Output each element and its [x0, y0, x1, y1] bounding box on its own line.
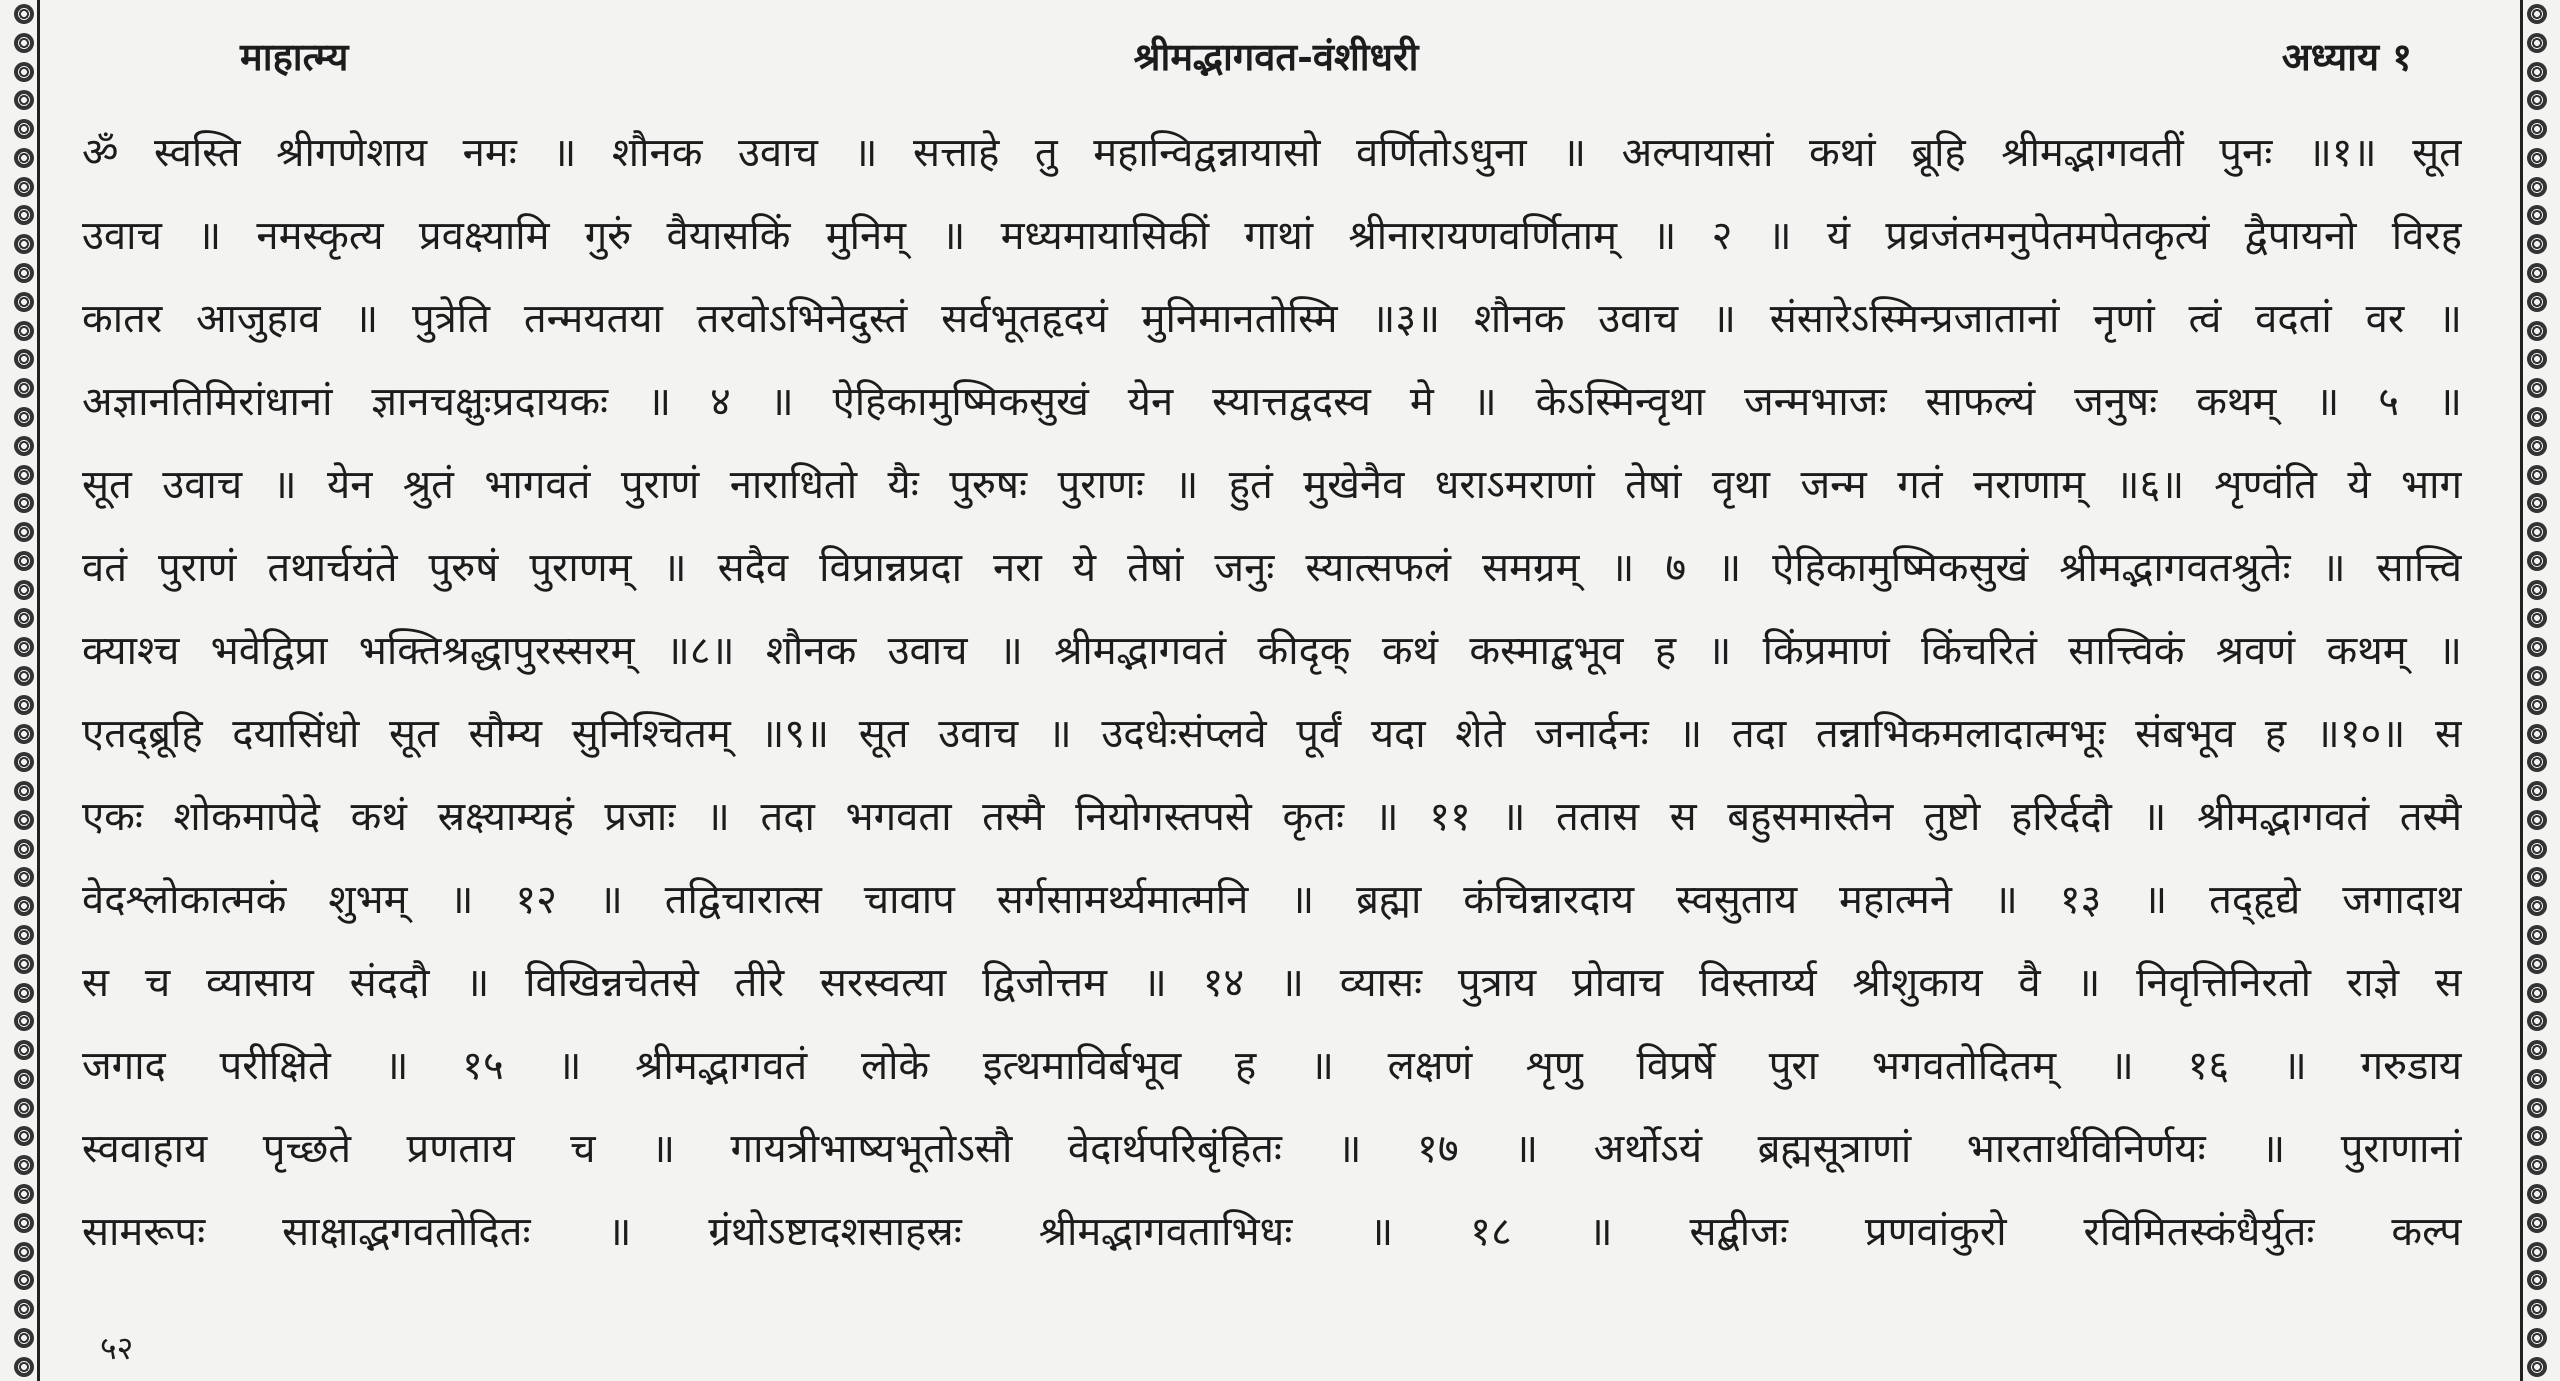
border-ornament [14, 810, 34, 830]
border-ornament [2527, 1184, 2547, 1204]
border-ornament [14, 1299, 34, 1319]
border-ornament [14, 1213, 34, 1233]
border-ornament [14, 205, 34, 225]
border-ornament [14, 1242, 34, 1262]
page-number: ५२ [100, 1329, 134, 1367]
border-ornament [2527, 321, 2547, 341]
border-ornament [14, 724, 34, 744]
border-ornament [2527, 954, 2547, 974]
border-ornament [14, 1270, 34, 1290]
border-ornament [2527, 551, 2547, 571]
border-ornament [2527, 119, 2547, 139]
text-line: वेदश्लोकात्मकं शुभम् ॥ १२ ॥ तद्विचारात्स चावाप सर्गसामर्थ्यमात्मनि ॥ ब्रह्मा कंचिन्नारदाय स्वसुताय महात्मने ॥ १३ ॥ तद्हृद्ये जगादाथ [82, 877, 2462, 923]
border-ornament [14, 1011, 34, 1031]
border-ornament [2527, 724, 2547, 744]
border-ornament [14, 148, 34, 168]
border-ornament [14, 580, 34, 600]
border-ornament [2527, 637, 2547, 657]
border-ornament [14, 119, 34, 139]
text-line: वतं पुराणं तथार्चयंते पुरुषं पुराणम् ॥ सदैव विप्रान्नप्रदा नरा ये तेषां जनुः स्यात्सफलं समग्रम् ॥ ७ ॥ ऐहिकामुष्मिकसुखं श्रीमद्भागवतश्रुतेः ॥ सात्त्वि [82, 545, 2462, 591]
border-ornament [14, 1184, 34, 1204]
border-ornament [2527, 752, 2547, 772]
border-ornament [2527, 925, 2547, 945]
border-ornament [14, 896, 34, 916]
text-line: ॐ स्वस्ति श्रीगणेशाय नमः ॥ शौनक उवाच ॥ सत्ताहे तु महान्विद्वन्नायासो वर्णितोऽधुना ॥ अल्पायासां कथां ब्रूहि श्रीमद्भागवतीं पुनः ॥१॥ सूत [82, 130, 2462, 176]
border-ornament [14, 436, 34, 456]
border-ornament [2527, 1270, 2547, 1290]
border-ornament [14, 551, 34, 571]
border-ornament [14, 781, 34, 801]
verse-text-block [82, 112, 2462, 1274]
text-line: जगाद परीक्षिते ॥ १५ ॥ श्रीमद्भागवतं लोके इत्थमाविर्बभूव ह ॥ लक्षणं शृणु विप्रर्षे पुरा भगवतोदितम् ॥ १६ ॥ गरुडाय [82, 1043, 2462, 1089]
border-ornament [14, 867, 34, 887]
border-ornament [14, 33, 34, 53]
border-ornament [14, 954, 34, 974]
border-ornament [14, 983, 34, 1003]
border-ornament [2527, 839, 2547, 859]
border-ornament [14, 378, 34, 398]
border-ornament [2527, 1069, 2547, 1089]
border-ornament [2527, 1328, 2547, 1348]
text-line: स च व्यासाय संददौ ॥ विखिन्नचेतसे तीरे सरस्वत्या द्विजोत्तम ॥ १४ ॥ व्यासः पुत्राय प्रोवाच विस्तार्य्य श्रीशुकाय वै ॥ निवृत्तिनिरतो राज्ञे स [82, 960, 2462, 1006]
border-ornament [14, 752, 34, 772]
border-ornament [2527, 1098, 2547, 1118]
border-ornament [2527, 148, 2547, 168]
border-ornament [14, 1040, 34, 1060]
text-line: सूत उवाच ॥ येन श्रुतं भागवतं पुराणं नाराधितो यैः पुरुषः पुराणः ॥ हुतं मुखेनैव धराऽमराणां तेषां वृथा जन्म गतं नराणाम् ॥६॥ शृण्वंति ये भाग [82, 462, 2462, 508]
border-ornament [2527, 493, 2547, 513]
border-ornament [2527, 810, 2547, 830]
border-ornament [2527, 1213, 2547, 1233]
section-title: माहात्म्य [240, 34, 349, 79]
border-ornament [14, 4, 34, 24]
text-line: क्याश्च भवेद्विप्रा भक्तिश्रद्धापुरस्सरम् ॥८॥ शौनक उवाच ॥ श्रीमद्भागवतं कीदृक् कथं कस्माद्बभूव ह ॥ किंप्रमाणं किंचरितं सात्त्विकं श्रवणं कथम् ॥ [82, 628, 2462, 674]
border-ornament [14, 1155, 34, 1175]
border-ornament [14, 177, 34, 197]
border-ornament [14, 263, 34, 283]
border-ornament [2527, 983, 2547, 1003]
text-line: स्ववाहाय पृच्छते प्रणताय च ॥ गायत्रीभाष्यभूतोऽसौ वेदार्थपरिबृंहितः ॥ १७ ॥ अर्थोऽयं ब्रह्मसूत्राणां भारतार्थविनिर्णयः ॥ पुराणानां [82, 1126, 2462, 1172]
border-ornament [2527, 292, 2547, 312]
border-ornament [2527, 62, 2547, 82]
border-ornament [14, 1126, 34, 1146]
border-ornament [14, 465, 34, 485]
border-ornament [14, 493, 34, 513]
border-ornament [2527, 1126, 2547, 1146]
border-ornament [2527, 4, 2547, 24]
border-ornament [2527, 90, 2547, 110]
border-ornament [2527, 608, 2547, 628]
border-ornament [2527, 177, 2547, 197]
border-ornament [2527, 465, 2547, 485]
border-ornament [14, 695, 34, 715]
border-ornament [2527, 33, 2547, 53]
left-ornamental-border [10, 0, 40, 1381]
border-ornament [2527, 263, 2547, 283]
border-ornament [14, 1328, 34, 1348]
border-ornament [14, 321, 34, 341]
border-ornament [14, 90, 34, 110]
border-ornament [14, 1098, 34, 1118]
book-title: श्रीमद्भागवत-वंशीधरी [1133, 34, 1419, 79]
text-line: सामरूपः साक्षाद्भगवतोदितः ॥ ग्रंथोऽष्टादशसाहस्रः श्रीमद्भागवताभिधः ॥ १८ ॥ सद्बीजः प्रणवांकुरो रविमितस्कंधैर्युतः कल्प [82, 1209, 2462, 1255]
border-ornament [2527, 1011, 2547, 1031]
text-line: एतद्ब्रूहि दयासिंधो सूत सौम्य सुनिश्चितम् ॥९॥ सूत उवाच ॥ उदधेःसंप्लवे पूर्वं यदा शेते जनार्दनः ॥ तदा तन्नाभिकमलादात्मभूः संबभूव ह ॥१०॥ स [82, 711, 2462, 757]
border-ornament [2527, 378, 2547, 398]
border-ornament [2527, 234, 2547, 254]
border-ornament [14, 925, 34, 945]
border-ornament [2527, 695, 2547, 715]
text-line: एकः शोकमापेदे कथं स्रक्ष्याम्यहं प्रजाः ॥ तदा भगवता तस्मै नियोगस्तपसे कृतः ॥ ११ ॥ ततास स बहुसमास्तेन तुष्टो हरिर्ददौ ॥ श्रीमद्भागवतं तस्मै [82, 794, 2462, 840]
border-ornament [14, 62, 34, 82]
border-ornament [2527, 1357, 2547, 1377]
border-ornament [2527, 666, 2547, 686]
border-ornament [14, 234, 34, 254]
border-ornament [2527, 1242, 2547, 1262]
border-ornament [14, 637, 34, 657]
border-ornament [14, 839, 34, 859]
border-ornament [2527, 1155, 2547, 1175]
border-ornament [2527, 522, 2547, 542]
border-ornament [14, 666, 34, 686]
chapter-label: अध्याय १ [2281, 34, 2412, 79]
border-ornament [14, 349, 34, 369]
border-ornament [2527, 349, 2547, 369]
border-ornament [2527, 896, 2547, 916]
page-header [70, 30, 2482, 90]
border-ornament [2527, 436, 2547, 456]
border-ornament [14, 407, 34, 427]
text-line: उवाच ॥ नमस्कृत्य प्रवक्ष्यामि गुरुं वैयासकिं मुनिम् ॥ मध्यमायासिकीं गाथां श्रीनारायणवर्णिताम् ॥ २ ॥ यं प्रव्रजंतमनुपेतमपेतकृत्यं द्वैपायनो विरह [82, 213, 2462, 259]
border-ornament [2527, 781, 2547, 801]
book-page [70, 0, 2482, 1381]
border-ornament [2527, 580, 2547, 600]
border-ornament [2527, 867, 2547, 887]
text-line: कातर आजुहाव ॥ पुत्रेति तन्मयतया तरवोऽभिनेदुस्तं सर्वभूतहृदयं मुनिमानतोस्मि ॥३॥ शौनक उवाच ॥ संसारेऽस्मिन्प्रजातानां नृणां त्वं वदतां वर ॥ [82, 296, 2462, 342]
border-ornament [2527, 1040, 2547, 1060]
border-ornament [14, 292, 34, 312]
right-ornamental-border [2520, 0, 2550, 1381]
border-ornament [14, 608, 34, 628]
border-ornament [14, 1069, 34, 1089]
border-ornament [2527, 1299, 2547, 1319]
border-ornament [14, 522, 34, 542]
border-ornament [2527, 205, 2547, 225]
text-line: अज्ञानतिमिरांधानां ज्ञानचक्षुःप्रदायकः ॥ ४ ॥ ऐहिकामुष्मिकसुखं येन स्यात्तद्वदस्व मे ॥ केऽस्मिन्वृथा जन्मभाजः साफल्यं जनुषः कथम् ॥ ५ ॥ [82, 379, 2462, 425]
border-ornament [2527, 407, 2547, 427]
border-ornament [14, 1357, 34, 1377]
